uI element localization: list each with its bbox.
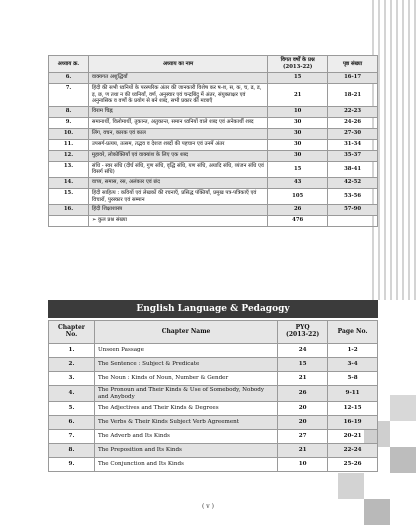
table-row: [49, 444, 378, 458]
page-range: 53-56: [328, 188, 378, 204]
pyq-count: 15: [278, 358, 328, 372]
col-header-chapter-no: Chapter No.: [49, 321, 95, 344]
table-row: [49, 386, 378, 402]
table-row: [49, 177, 378, 188]
table-row: [49, 139, 378, 150]
chapter-name: The Pronoun and Their Kinds & Use of Somebody, Nobody and Anybody: [94, 386, 277, 402]
table-row: [49, 106, 378, 117]
chapter-name: The Adverb and Its Kinds: [94, 430, 277, 444]
pyq-count: 43: [268, 177, 328, 188]
table-row: [49, 84, 378, 107]
pyq-count: 26: [268, 205, 328, 216]
col-header-pyq: [278, 321, 328, 344]
page-range: 9-11: [328, 386, 378, 402]
chapter-no: 3.: [49, 372, 95, 386]
chapter-name: हिंदी साहित्य : कवियों एवं लेखकों की रचनाएँ, प्रसिद्ध पंक्तियाँ, प्रमुख पत्र-पत्रिकाएँ एवं विचारों, पुरस्कार एवं सम्मान: [88, 188, 267, 204]
page-range: 16-17: [328, 73, 378, 84]
page-range: 35-37: [328, 150, 378, 161]
col-header-chapter-name: Chapter Name: [94, 321, 277, 344]
chapter-name: उपसर्ग-प्रत्यय, तत्सम, तद्भव व देशज शब्दों की पहचान एवं उनमें अंतर: [88, 139, 267, 150]
pyq-count: 105: [268, 188, 328, 204]
chapter-name: विराम चिह्न: [88, 106, 267, 117]
chapter-no: 6.: [49, 73, 89, 84]
chapter-name: The Preposition and Its Kinds: [94, 444, 277, 458]
chapter-no: 7.: [49, 430, 95, 444]
page-range: 1-2: [328, 344, 378, 358]
chapter-no: 12.: [49, 150, 89, 161]
chapter-name: The Conjunction and Its Kinds: [94, 458, 277, 472]
table-row: [49, 205, 378, 216]
section-title: English Language & Pedagogy: [48, 300, 378, 318]
col-header-page-no: पृष्ठ संख्या: [328, 56, 378, 73]
chapter-no: 2.: [49, 358, 95, 372]
chapter-no: 13.: [49, 161, 89, 177]
chapter-no: 7.: [49, 84, 89, 107]
chapter-name: The Sentence : Subject & Predicate: [94, 358, 277, 372]
page-range: 22-24: [328, 444, 378, 458]
chapter-no: [49, 216, 89, 227]
chapter-name: हिंदी की सभी ध्वनियों के परस्परिक अंतर की जानकारी विशेष कर ष-श, स, क, च, ढ, ड, ड़, छ, ण तथा न की ध्वनियाँ, वर्ण, अनुस्वार एवं चन्द्रबिंदु में अंतर, संयुक्ताक्षर एवं अनुनासिक व वर्णों के प्रयोग से बने शब्द, सभी प्रकार की मात्राएँ: [88, 84, 267, 107]
table-row: [49, 161, 378, 177]
col-header-pyq: [268, 56, 328, 73]
col-header-pyq-years: (2013-22): [283, 64, 313, 70]
table-row: [49, 458, 378, 472]
pyq-count: 20: [278, 402, 328, 416]
page-range: 5-8: [328, 372, 378, 386]
chapter-no: 11.: [49, 139, 89, 150]
chapter-no: 15.: [49, 188, 89, 204]
table-row: [49, 188, 378, 204]
page-range: [328, 216, 378, 227]
col-header-page-no: Page No.: [328, 321, 378, 344]
table-row: [49, 344, 378, 358]
chapter-no: 5.: [49, 402, 95, 416]
table-row: [49, 372, 378, 386]
pyq-count: 30: [268, 139, 328, 150]
chapter-no: 14.: [49, 177, 89, 188]
page-range: 18-21: [328, 84, 378, 107]
pyq-count: 10: [268, 106, 328, 117]
chapter-name: लिंग, वचन, कारक एवं काल: [88, 128, 267, 139]
chapter-name: मुहावरे, लोकोक्तियाँ एवं वाक्यांश के लिए एक शब्द: [88, 150, 267, 161]
page-range: 3-4: [328, 358, 378, 372]
table-row: [49, 150, 378, 161]
chapter-no: 1.: [49, 344, 95, 358]
chapter-name: Unseen Passage: [94, 344, 277, 358]
chapter-no: 16.: [49, 205, 89, 216]
pyq-count: 27: [278, 430, 328, 444]
chapter-name: वाच्य, समास, रस, अलंकार एवं छंद: [88, 177, 267, 188]
table-row: [49, 416, 378, 430]
table-header-row: [49, 321, 378, 344]
pyq-count: 30: [268, 150, 328, 161]
chapter-name: वाक्यगत अशुद्धियाँ: [88, 73, 267, 84]
total-label: ➢ कुल प्रश्न संख्या: [88, 216, 267, 227]
col-header-pyq-label: विगत वर्षों के प्रश्न: [280, 57, 315, 64]
chapter-no: 9.: [49, 458, 95, 472]
page-range: 42-52: [328, 177, 378, 188]
chapter-no: 10.: [49, 128, 89, 139]
col-header-chapter-name: अध्याय का नाम: [88, 56, 267, 73]
page-range: 27-30: [328, 128, 378, 139]
pyq-count: 21: [278, 372, 328, 386]
pyq-count: 15: [268, 161, 328, 177]
chapter-no: 8.: [49, 106, 89, 117]
table-row: [49, 117, 378, 128]
table-row: [49, 430, 378, 444]
page-range: 25-26: [328, 458, 378, 472]
chapter-no: 9.: [49, 117, 89, 128]
hindi-chapter-table: [48, 55, 378, 227]
total-count: 476: [268, 216, 328, 227]
pyq-count: 26: [278, 386, 328, 402]
chapter-no: 4.: [49, 386, 95, 402]
pyq-count: 30: [268, 128, 328, 139]
table-header-row: [49, 56, 378, 73]
chapter-name: The Adjectives and Their Kinds & Degrees: [94, 402, 277, 416]
page-range: 24-26: [328, 117, 378, 128]
pyq-count: 10: [278, 458, 328, 472]
page-range: 20-21: [328, 430, 378, 444]
table-row: [49, 73, 378, 84]
pyq-count: 21: [278, 444, 328, 458]
page-range: 22-23: [328, 106, 378, 117]
chapter-name: हिंदी शिक्षाशास्त्र: [88, 205, 267, 216]
pyq-count: 30: [268, 117, 328, 128]
total-row: [49, 216, 378, 227]
chapter-name: The Noun : Kinds of Noun, Number & Gender: [94, 372, 277, 386]
page-range: 38-41: [328, 161, 378, 177]
col-header-pyq-label: PYQ: [295, 324, 310, 332]
pyq-count: 21: [268, 84, 328, 107]
page-range: 31-34: [328, 139, 378, 150]
chapter-name: संधि - स्वर संधि (दीर्घ संधि, गुण संधि, वृद्धि संधि, यण संधि, अयादि संधि, व्यंजन संधि एवं विसर्ग संधि): [88, 161, 267, 177]
chapter-name: The Verbs & Their Kinds Subject Verb Agreement: [94, 416, 277, 430]
col-header-pyq-years: (2013-22): [286, 331, 320, 338]
chapter-name: समानार्थी, विलोमार्थी, तुकान्त, अतुकान्त, समान ध्वनियों वाले शब्द एवं अनेकार्थी शब्द: [88, 117, 267, 128]
table-row: [49, 128, 378, 139]
pyq-count: 20: [278, 416, 328, 430]
english-chapter-table: [48, 320, 378, 472]
page-range: 12-15: [328, 402, 378, 416]
table-row: [49, 402, 378, 416]
chapter-no: 8.: [49, 444, 95, 458]
pyq-count: 15: [268, 73, 328, 84]
pyq-count: 24: [278, 344, 328, 358]
page-range: 57-90: [328, 205, 378, 216]
page-number: ( v ): [202, 503, 214, 510]
chapter-no: 6.: [49, 416, 95, 430]
table-row: [49, 358, 378, 372]
decorative-stripes: [372, 0, 416, 300]
col-header-chapter-no: अध्याय क्र.: [49, 56, 89, 73]
page-range: 16-19: [328, 416, 378, 430]
